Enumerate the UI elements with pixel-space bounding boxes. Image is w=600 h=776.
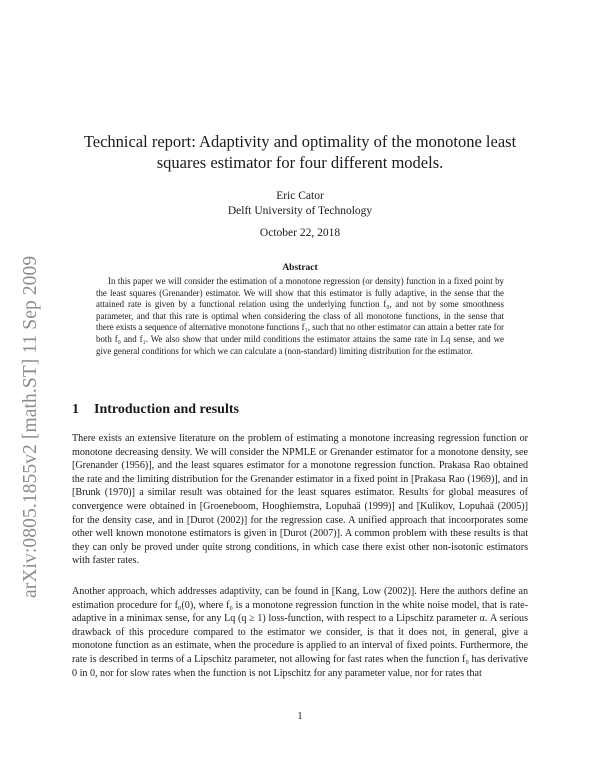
intro-paragraph-1: There exists an extensive literature on the problem of estimating a monotone increasing regression function or monotone decreasing density. We will consider the NPMLE or Grenander estimator for a monotone density, see [Grenander (1956)], and the least squares estimator for a monotone regression function. Prakasa Rao obtained the rate and the limiting distribution for the Grenander estimator in a fixed point in [Prakasa Rao (1969)], and in [Brunk (1970)] a similar result was obtained for the least squares estimator. Results for global measures of convergence were obtained in [Groeneboom, Hooghiemstra, Lopuhaä (1999)] and [Kulikov, Lopuhaä (2005)] for the density case, and in [Durot (2002)] for the regression case. A unified approach that incoorporates some other well known monotone estimators is given in [Durot (2007)]. A common problem with these results is that they can only be proved under quite strong conditions, in which case there exist other non-isotonic estimators with faster rates. (72, 433, 528, 567)
section-number: 1 (72, 402, 79, 417)
arxiv-identifier-stamp: arXiv:0805.1855v2 [math.ST] 11 Sep 2009 (20, 255, 41, 598)
page-number: 1 (297, 711, 303, 722)
paper-date: October 22, 2018 (259, 227, 341, 239)
section-heading (72, 402, 528, 418)
abstract-heading: Abstract (282, 263, 318, 273)
paper-title: Technical report: Adaptivity and optimality of the monotone least squares estimator for four different models. (83, 132, 517, 172)
intro-paragraph-2: Another approach, which addresses adaptivity, can be found in [Kang, Low (2002)]. Here the authors define an estimation procedure for f₀(0), where f₀ is a monotone regression function in the white noise model, that is rate-adaptive in a minimax sense, for any Lq (q ≥ 1) loss-function, with respect to a Lipschitz parameter α. A serious drawback of this procedure compared to the estimator we consider, is that it does not, in general, give a monotone function as an estimate, when the procedure is applied to an interval of fixed points. Furthermore, the rate is described in terms of a Lipschitz parameter, not allowing for fast rates when the function f₀ has derivative 0 in 0, nor for slow rates when the function is not Lipschitz for any parameter value, nor for rates that (72, 586, 528, 679)
abstract-text: In this paper we will consider the estimation of a monotone regression (or density) function in a fixed point by the least squares (Grenander) estimator. We will show that this estimator is fully adaptive, in the sense that the attained rate is given by a functional relation using the underlying function f₀, and not by some smoothness parameter, and that this rate is optimal when considering the class of all monotone functions, in the sense that there exists a sequence of alternative monotone functions f₁, such that no other estimator can attain a better rate for both f₀ and f₁. We also show that under mild conditions the estimator attains the same rate in Lq sense, and we give general conditions for which we can calculate a (non-standard) limiting distribution for the estimator. (96, 276, 504, 356)
author-name: Eric Cator (276, 190, 324, 202)
section-title: Introduction and results (94, 402, 239, 417)
author-affiliation: Delft University of Technology (227, 205, 373, 217)
